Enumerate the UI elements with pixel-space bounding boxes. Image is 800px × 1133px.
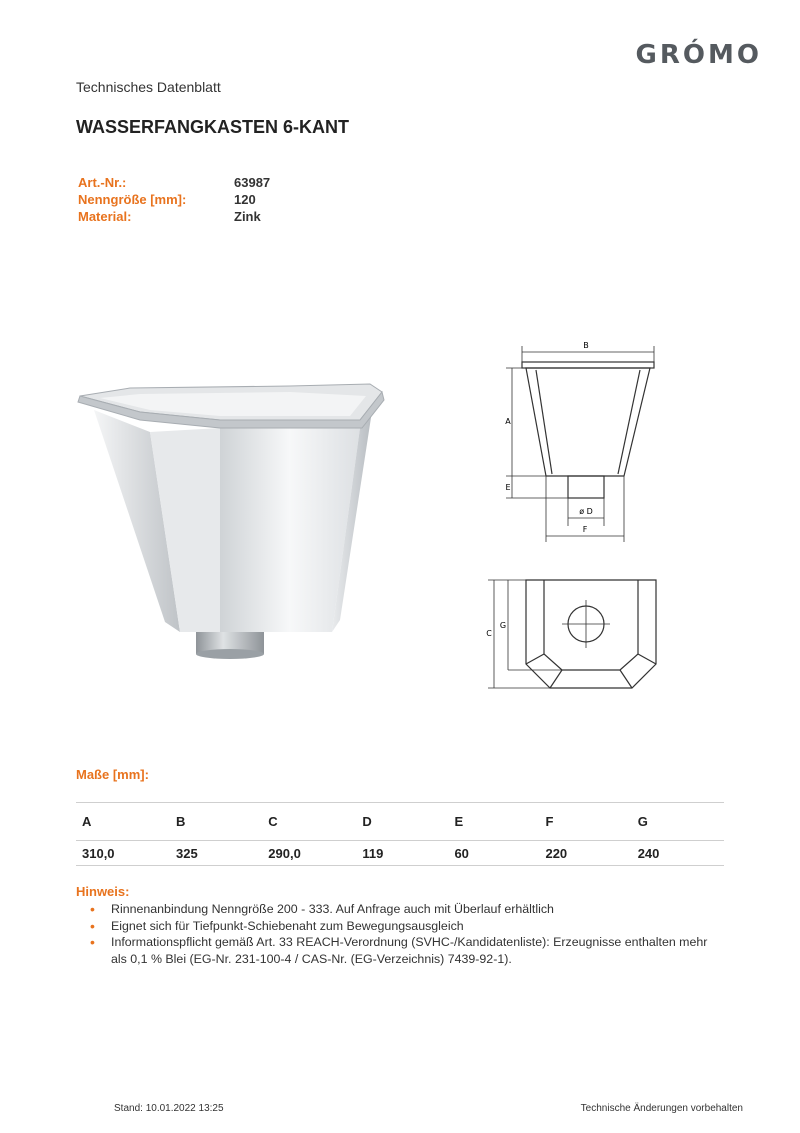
spec-value: 120 <box>234 192 256 207</box>
bullet-icon: • <box>90 934 95 950</box>
spec-list <box>78 175 270 226</box>
column-header: B <box>170 803 262 841</box>
technical-drawing-top <box>482 574 672 699</box>
footer-date: Stand: 10.01.2022 13:25 <box>114 1103 224 1114</box>
column-header: E <box>448 803 539 841</box>
dimensions-table <box>76 802 724 866</box>
brand-logo: GRÓMO <box>635 40 762 70</box>
list-item <box>90 901 710 918</box>
bullet-icon: • <box>90 917 95 934</box>
column-header: G <box>632 803 724 841</box>
spec-value: Zink <box>234 209 261 224</box>
dimension-label-a: A <box>505 417 511 426</box>
document-type: Technisches Datenblatt <box>76 79 221 95</box>
table-row <box>76 841 724 866</box>
dimension-label-g: G <box>499 621 507 630</box>
spec-label: Nenngröße [mm]: <box>78 192 187 207</box>
dimension-label-b: B <box>583 341 589 350</box>
notes-heading: Hinweis: <box>76 884 130 899</box>
bullet-icon: • <box>90 901 95 917</box>
note-text: Eignet sich für Tiefpunkt-Schiebenaht zum Bewegungsausgleich <box>111 918 464 933</box>
technical-drawing-side <box>496 336 666 546</box>
column-header: D <box>356 803 448 841</box>
note-text: Rinnenanbindung Nenngröße 200 - 333. Auf Anfrage auch mit Überlauf erhältlich <box>111 902 554 916</box>
list-item <box>90 934 710 967</box>
dimension-label-f: F <box>582 525 588 534</box>
spec-row-article <box>78 175 270 192</box>
spec-label: Material: <box>78 209 132 224</box>
dimensions-heading: Maße [mm]: <box>76 767 149 782</box>
footer-disclaimer: Technische Änderungen vorbehalten <box>580 1103 743 1114</box>
table-cell: 220 <box>539 841 631 866</box>
dimension-label-c: C <box>486 629 492 638</box>
table-cell: 290,0 <box>262 841 356 866</box>
table-cell: 325 <box>170 841 262 866</box>
notes-list <box>90 901 710 967</box>
column-header: F <box>539 803 631 841</box>
column-header: A <box>76 803 170 841</box>
table-cell: 119 <box>356 841 448 866</box>
spec-row-material <box>78 209 270 226</box>
spec-row-size <box>78 192 270 209</box>
table-cell: 310,0 <box>76 841 170 866</box>
column-header: C <box>262 803 356 841</box>
table-header-row <box>76 803 724 841</box>
dimension-label-e: E <box>505 483 511 492</box>
table-cell: 240 <box>632 841 724 866</box>
note-text: Informationspflicht gemäß Art. 33 REACH-Verordnung (SVHC-/Kandidatenliste): Erzeugnisse enthalten mehr als 0,1 % Blei (EG-Nr. 231-100-4 / CAS-Nr. (EG-Verzeichnis) 7439-92-1). <box>111 935 708 966</box>
product-image <box>70 370 390 670</box>
table-cell: 60 <box>448 841 539 866</box>
page-title: WASSERFANGKASTEN 6-KANT <box>76 117 350 137</box>
spec-label: Art.-Nr.: <box>78 175 127 190</box>
spec-value: 63987 <box>234 175 271 190</box>
dimension-label-d: ø D <box>579 507 593 516</box>
list-item <box>90 918 710 935</box>
